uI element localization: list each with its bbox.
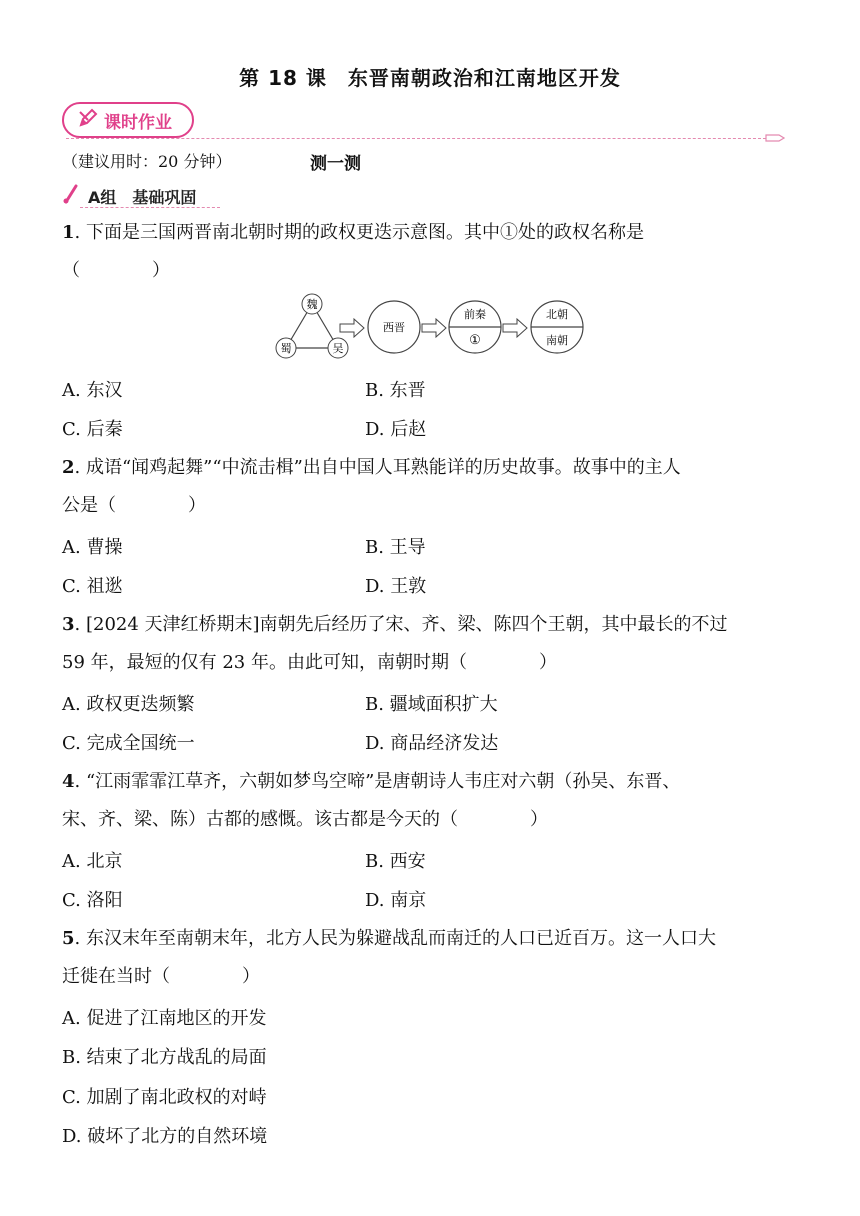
wei-label: 魏 (306, 298, 318, 311)
wu-label: 吴 (332, 342, 344, 355)
q3-option-a[interactable]: A. 政权更迭频繁 (62, 694, 195, 715)
arrow-2-icon (422, 319, 446, 337)
q5-option-c[interactable]: C. 加剧了南北政权的对峙 (62, 1087, 267, 1108)
qianqin-label: 前秦 (464, 308, 486, 321)
shu-label: 蜀 (280, 342, 292, 355)
q2-option-b[interactable]: B. 王导 (365, 537, 426, 558)
q5-option-a[interactable]: A. 促进了江南地区的开发 (62, 1008, 267, 1029)
q5-option-d[interactable]: D. 破坏了北方的自然环境 (62, 1126, 268, 1147)
q1-option-d[interactable]: D. 后赵 (365, 419, 427, 440)
q1-option-c[interactable]: C. 后秦 (62, 419, 123, 440)
q4-option-b[interactable]: B. 西安 (365, 851, 426, 872)
time-hint: （建议用时：20 分钟） (62, 152, 232, 171)
badge-label: 课时作业 (104, 112, 172, 133)
question-2-stem-cont: 公是（ ） (62, 495, 206, 516)
pencil-icon (78, 108, 98, 132)
group-divider (80, 207, 220, 208)
beichao-label: 北朝 (546, 308, 568, 321)
question-4-stem-cont: 宋、齐、梁、陈）古都的感慨。该古都是今天的（ ） (62, 809, 548, 830)
group-heading (62, 184, 196, 208)
xijin-label: 西晋 (383, 321, 405, 334)
question-5-stem-cont: 迁徙在当时（ ） (62, 966, 260, 987)
brush-icon (62, 184, 80, 208)
section-divider (66, 138, 766, 139)
question-2-stem: 2. 成语“闻鸡起舞”“中流击楫”出自中国人耳熟能详的历史故事。故事中的主人 (62, 457, 681, 478)
q4-option-c[interactable]: C. 洛阳 (62, 890, 123, 911)
three-kingdoms-triangle (276, 294, 348, 358)
arrow-1-icon (340, 319, 364, 337)
q4-option-a[interactable]: A. 北京 (62, 851, 123, 872)
q3-option-c[interactable]: C. 完成全国统一 (62, 733, 195, 754)
regime-diagram (270, 290, 590, 370)
page-title: 第 18 课 东晋南朝政治和江南地区开发 (239, 66, 621, 90)
nanchao-label: 南朝 (546, 334, 568, 347)
q4-option-d[interactable]: D. 南京 (365, 890, 427, 911)
question-5-stem: 5. 东汉末年至南朝末年，北方人民为躲避战乱而南迁的人口已近百万。这一人口大 (62, 928, 716, 949)
test-label: 测一测 (310, 154, 361, 174)
question-3-stem-cont: 59 年，最短的仅有 23 年。由此可知，南朝时期（ ） (62, 652, 557, 673)
q5-option-b[interactable]: B. 结束了北方战乱的局面 (62, 1047, 267, 1068)
q1-option-a[interactable]: A. 东汉 (62, 380, 123, 401)
homework-badge (62, 102, 194, 138)
mark-1-label: ① (469, 333, 481, 348)
q1-option-b[interactable]: B. 东晋 (365, 380, 426, 401)
question-1-stem: 1. 下面是三国两晋南北朝时期的政权更迭示意图。其中①处的政权名称是 (62, 222, 644, 243)
q2-option-c[interactable]: C. 祖逖 (62, 576, 123, 597)
pencil-tip-icon (765, 130, 785, 149)
arrow-3-icon (503, 319, 527, 337)
q2-option-d[interactable]: D. 王敦 (365, 576, 427, 597)
group-label: A组 基础巩固 (88, 187, 197, 207)
q3-option-b[interactable]: B. 疆域面积扩大 (365, 694, 498, 715)
q3-option-d[interactable]: D. 商品经济发达 (365, 733, 499, 754)
q2-option-a[interactable]: A. 曹操 (62, 537, 123, 558)
question-4-stem: 4. “江雨霏霏江草齐，六朝如梦鸟空啼”是唐朝诗人韦庄对六朝（孙吴、东晋、 (62, 771, 681, 792)
question-1-answer-slot: （ ） (62, 260, 170, 281)
question-3-stem: 3. [2024 天津红桥期末]南朝先后经历了宋、齐、梁、陈四个王朝，其中最长的不过 (62, 614, 728, 635)
